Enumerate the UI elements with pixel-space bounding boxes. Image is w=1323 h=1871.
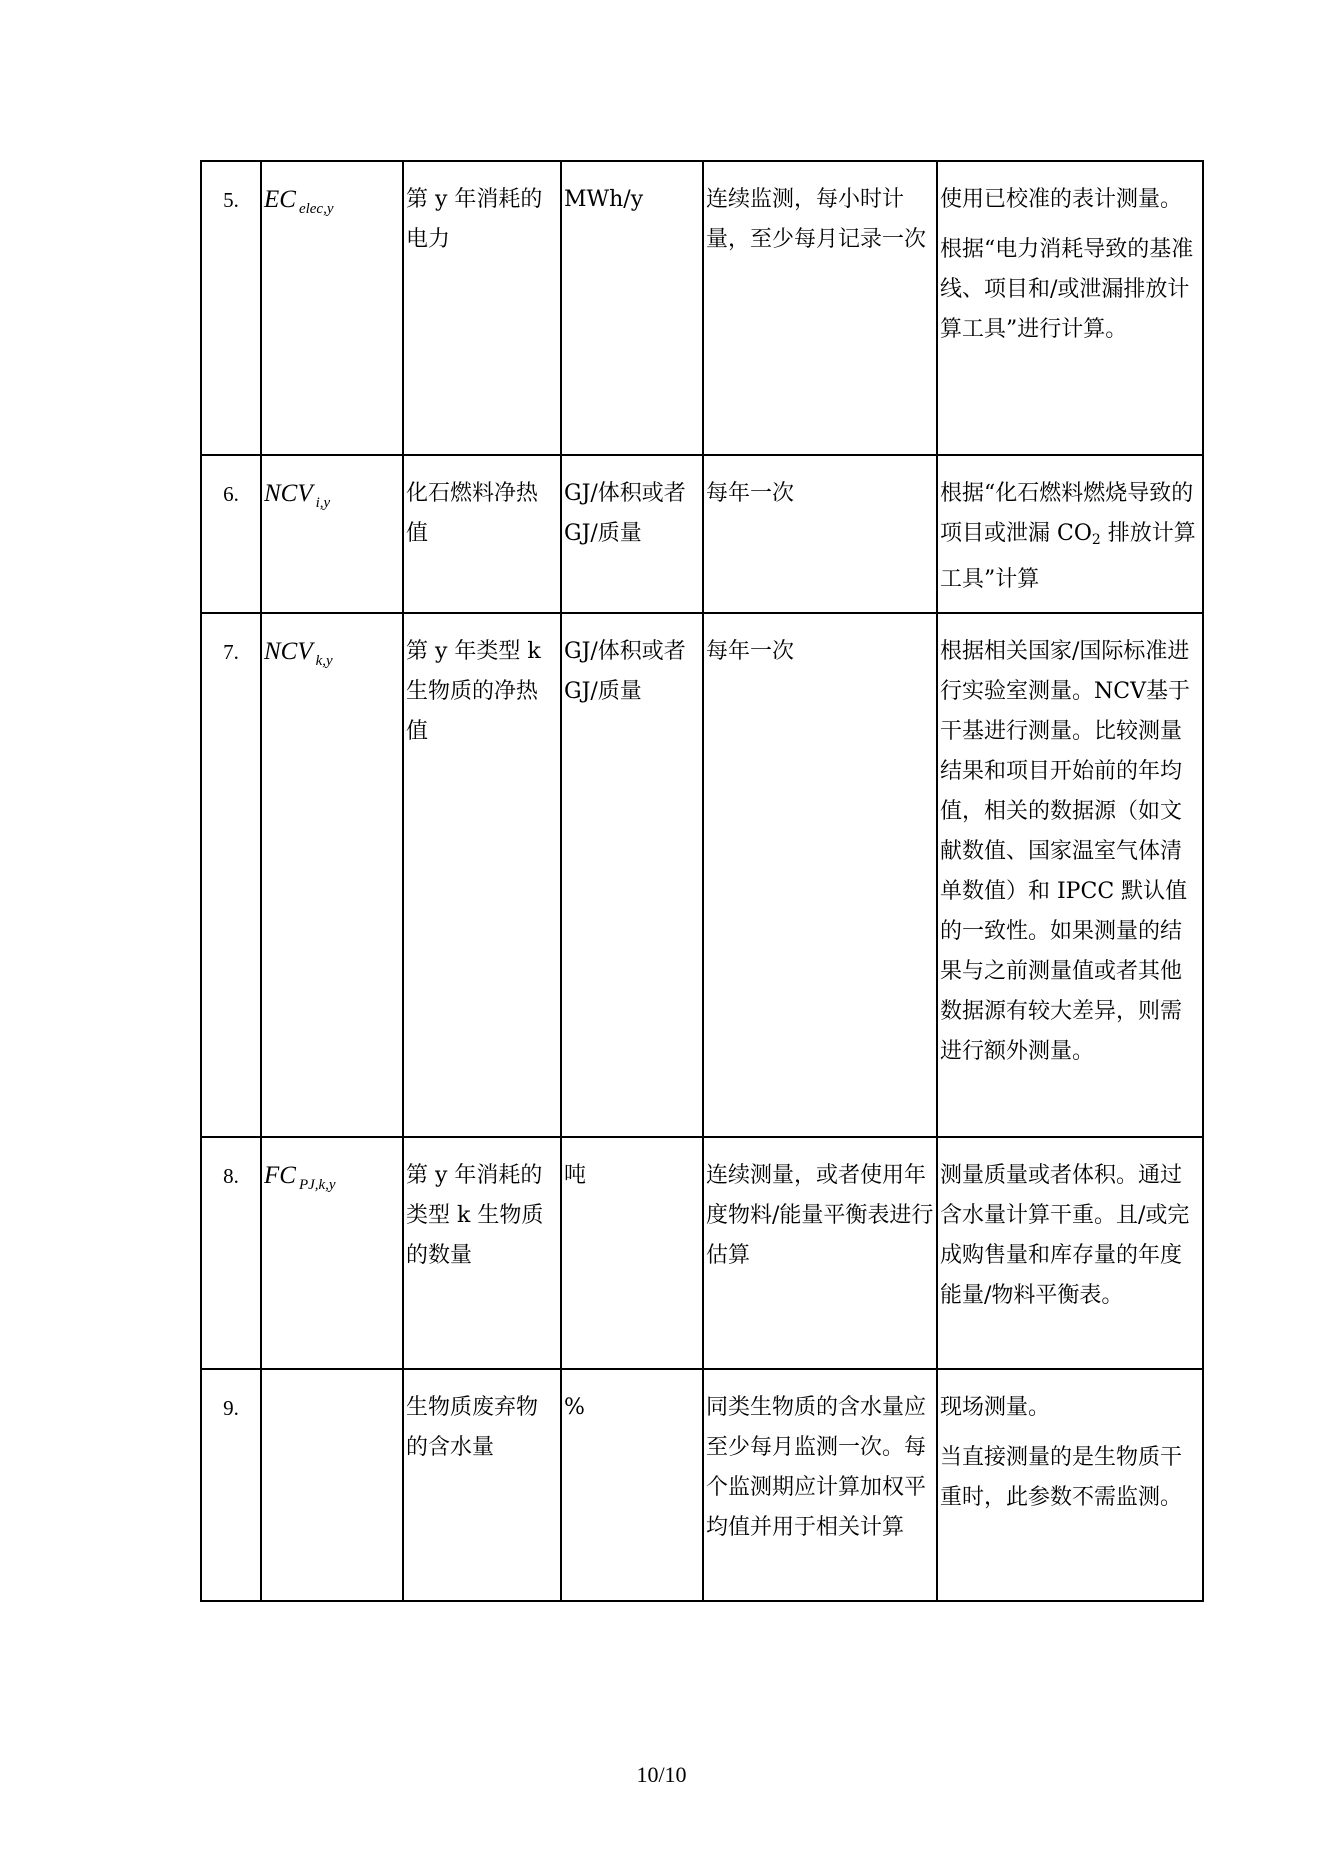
frequency-cell xyxy=(703,455,937,613)
table-row xyxy=(201,1369,1203,1601)
monitoring-frequency: 连续测量，或者使用年度物料/能量平衡表进行估算 xyxy=(706,1163,934,1268)
row-number-cell xyxy=(201,455,261,613)
unit-cell xyxy=(561,1369,703,1601)
unit-cell xyxy=(561,455,703,613)
description-cell xyxy=(403,1369,561,1601)
note-text: 根据“化石燃料燃烧导致的项目或泄漏 CO xyxy=(940,481,1194,546)
unit-cell xyxy=(561,1137,703,1369)
table-row xyxy=(201,161,1203,455)
parameter-symbol-cell xyxy=(261,455,403,613)
note-paragraph xyxy=(940,474,1200,600)
description-cell xyxy=(403,161,561,455)
row-number-cell xyxy=(201,613,261,1137)
note-paragraph: 根据相关国家/国际标准进行实验室测量。NCV基于干基进行测量。比较测量结果和项目开始前的年均值，相关的数据源（如文献数值、国家温室气体清单数值）和 IPCC 默认值的一致性。如果测量的结果与之前测量值或者其他数据源有较大差异，则需进行额外测量。 xyxy=(940,639,1190,1064)
parameter-description: 第 y 年类型 k 生物质的净热值 xyxy=(406,639,541,744)
notes-cell xyxy=(937,613,1203,1137)
row-number-cell xyxy=(201,1137,261,1369)
frequency-cell xyxy=(703,1137,937,1369)
parameter-symbol xyxy=(264,480,331,511)
parameter-unit: MWh/y xyxy=(564,187,644,212)
parameter-symbol xyxy=(264,1394,267,1421)
monitoring-parameters-table xyxy=(200,160,1204,1602)
parameter-description: 生物质废弃物的含水量 xyxy=(406,1395,539,1460)
symbol-main: NCV xyxy=(264,638,313,665)
table-row xyxy=(201,1137,1203,1369)
note-text: 排放计算工具”计算 xyxy=(940,521,1196,592)
parameter-unit: GJ/体积或者GJ/质量 xyxy=(564,639,686,704)
note-paragraph: 根据“电力消耗导致的基准线、项目和/或泄漏排放计算工具”进行计算。 xyxy=(940,237,1194,342)
parameter-unit: 吨 xyxy=(564,1163,587,1188)
parameter-description: 第 y 年消耗的类型 k 生物质的数量 xyxy=(406,1163,544,1268)
row-number: 6. xyxy=(223,482,239,506)
notes-cell xyxy=(937,1137,1203,1369)
row-number-cell xyxy=(201,1369,261,1601)
parameter-symbol xyxy=(264,638,333,669)
notes-cell xyxy=(937,161,1203,455)
row-number: 8. xyxy=(223,1164,239,1188)
table-row xyxy=(201,455,1203,613)
row-number: 9. xyxy=(223,1396,239,1420)
symbol-main: EC xyxy=(264,186,296,213)
note-paragraph: 使用已校准的表计测量。 xyxy=(940,187,1183,212)
symbol-subscript: i,y xyxy=(315,495,331,511)
parameter-symbol-cell xyxy=(261,1137,403,1369)
frequency-cell xyxy=(703,613,937,1137)
symbol-subscript: k,y xyxy=(315,653,333,669)
parameter-description: 第 y 年消耗的电力 xyxy=(406,187,543,252)
parameter-unit: GJ/体积或者GJ/质量 xyxy=(564,481,686,546)
symbol-main: NCV xyxy=(264,480,313,507)
unit-cell xyxy=(561,161,703,455)
note-paragraph: 现场测量。 xyxy=(940,1395,1051,1420)
row-number: 5. xyxy=(223,188,239,212)
note-paragraph: 当直接测量的是生物质干重时，此参数不需监测。 xyxy=(940,1445,1183,1510)
notes-cell xyxy=(937,455,1203,613)
chem-subscript: 2 xyxy=(1091,532,1101,548)
parameter-symbol-cell xyxy=(261,161,403,455)
page-number: 10/10 xyxy=(636,1762,687,1787)
row-number-cell xyxy=(201,161,261,455)
table-row xyxy=(201,613,1203,1137)
symbol-subscript: PJ,k,y xyxy=(298,1177,336,1193)
parameter-unit: % xyxy=(564,1395,585,1420)
parameter-symbol-cell xyxy=(261,613,403,1137)
frequency-cell xyxy=(703,1369,937,1601)
frequency-cell xyxy=(703,161,937,455)
notes-cell xyxy=(937,1369,1203,1601)
parameter-symbol xyxy=(264,1162,336,1193)
parameter-description: 化石燃料净热值 xyxy=(406,481,539,546)
description-cell xyxy=(403,1137,561,1369)
symbol-subscript: elec,y xyxy=(298,201,334,217)
note-paragraph: 测量质量或者体积。通过含水量计算干重。且/或完成购售量和库存量的年度能量/物料平衡表。 xyxy=(940,1163,1190,1308)
unit-cell xyxy=(561,613,703,1137)
parameter-symbol xyxy=(264,186,334,217)
row-number: 7. xyxy=(223,640,239,664)
description-cell xyxy=(403,455,561,613)
parameter-symbol-cell xyxy=(261,1369,403,1601)
monitoring-frequency: 同类生物质的含水量应至少每月监测一次。每个监测期应计算加权平均值并用于相关计算 xyxy=(706,1395,927,1540)
monitoring-frequency: 每年一次 xyxy=(706,639,795,664)
symbol-main: FC xyxy=(264,1162,296,1189)
monitoring-frequency: 每年一次 xyxy=(706,481,795,506)
monitoring-frequency: 连续监测，每小时计量，至少每月记录一次 xyxy=(706,187,927,252)
description-cell xyxy=(403,613,561,1137)
